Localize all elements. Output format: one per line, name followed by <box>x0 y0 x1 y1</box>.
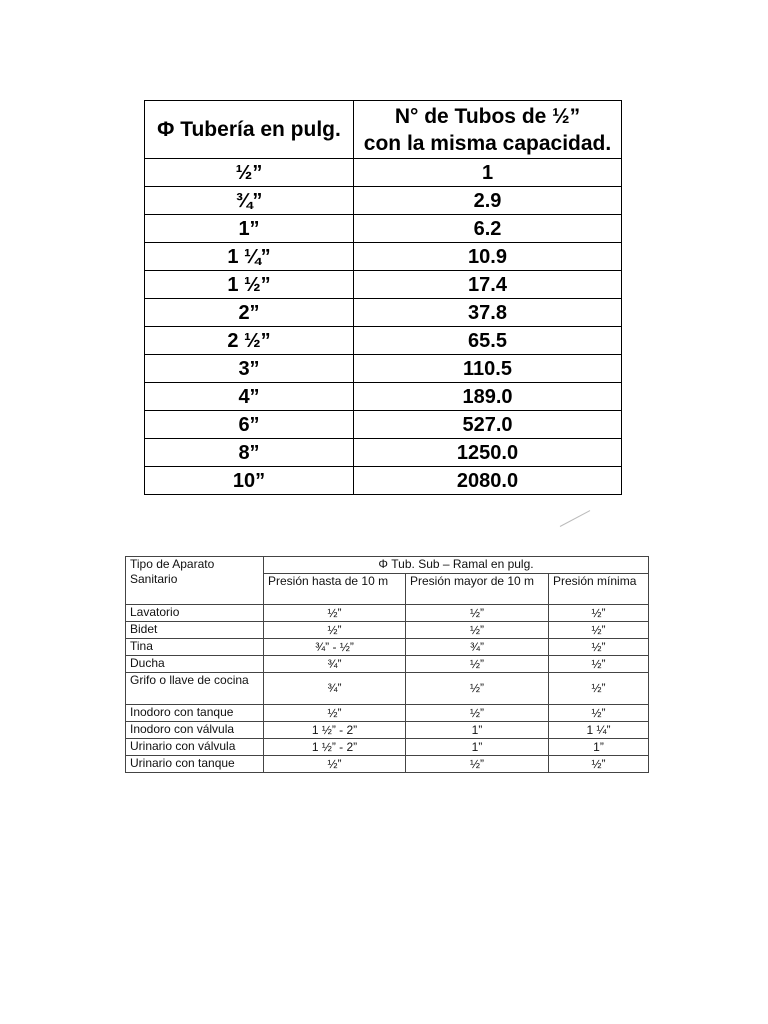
value-cell: ¾” - ½” <box>264 639 406 656</box>
value-cell: ½” <box>406 705 549 722</box>
header-fixture-type <box>126 557 264 605</box>
value-cell: ½” <box>406 656 549 673</box>
header-pipe-diameter: Φ Tubería en pulg. <box>145 101 354 159</box>
value-cell: ½” <box>406 622 549 639</box>
value-cell: ½” <box>264 756 406 773</box>
value-cell: ½” <box>549 622 649 639</box>
table-row <box>145 327 622 355</box>
pipe-size-cell: 1” <box>145 215 354 243</box>
table-row <box>126 673 649 705</box>
fixture-cell: Lavatorio <box>126 605 264 622</box>
table-row <box>145 383 622 411</box>
value-cell: 1” <box>549 739 649 756</box>
value-cell: ½” <box>264 605 406 622</box>
value-cell: ½” <box>549 656 649 673</box>
pipe-size-cell: 2” <box>145 299 354 327</box>
table-row <box>145 439 622 467</box>
fixture-cell: Bidet <box>126 622 264 639</box>
value-cell: ½” <box>549 705 649 722</box>
tube-count-cell: 189.0 <box>354 383 622 411</box>
header-tube-count-line1: N° de Tubos de ½” <box>394 104 581 128</box>
table-row <box>145 355 622 383</box>
fixture-cell: Inodoro con tanque <box>126 705 264 722</box>
pipe-capacity-table <box>144 100 622 495</box>
fixture-cell: Urinario con tanque <box>126 756 264 773</box>
tube-count-cell: 1250.0 <box>354 439 622 467</box>
value-cell: ½” <box>549 673 649 705</box>
tube-count-cell: 6.2 <box>354 215 622 243</box>
tube-count-cell: 527.0 <box>354 411 622 439</box>
value-cell: ½” <box>406 756 549 773</box>
tube-count-cell: 65.5 <box>354 327 622 355</box>
subheader-pressure-up-to-10: Presión hasta de 10 m <box>264 574 406 605</box>
table-row <box>126 605 649 622</box>
value-cell: 1 ½” - 2” <box>264 739 406 756</box>
value-cell: ¾” <box>406 639 549 656</box>
value-cell: ½” <box>406 673 549 705</box>
fixture-cell: Tina <box>126 639 264 656</box>
value-cell: ¾” <box>264 673 406 705</box>
table-row <box>126 722 649 739</box>
value-cell: ½” <box>406 605 549 622</box>
tube-count-cell: 110.5 <box>354 355 622 383</box>
fixture-cell: Inodoro con válvula <box>126 722 264 739</box>
table-row <box>145 411 622 439</box>
table-row <box>145 243 622 271</box>
table-row <box>145 159 622 187</box>
pipe-size-cell: 6” <box>145 411 354 439</box>
pipe-size-cell: 3” <box>145 355 354 383</box>
value-cell: 1 ¼” <box>549 722 649 739</box>
table-row <box>145 467 622 495</box>
table-row <box>145 271 622 299</box>
value-cell: ½” <box>264 705 406 722</box>
table-row <box>145 187 622 215</box>
header-tube-count <box>354 101 622 159</box>
header-fixture-type-line1: Tipo de Aparato <box>130 557 215 571</box>
table-row <box>145 215 622 243</box>
tube-count-cell: 10.9 <box>354 243 622 271</box>
tube-count-cell: 1 <box>354 159 622 187</box>
pipe-size-cell: ¾” <box>145 187 354 215</box>
value-cell: ½” <box>549 639 649 656</box>
table-header-row <box>126 557 649 574</box>
table-row <box>126 656 649 673</box>
pipe-size-cell: ½” <box>145 159 354 187</box>
table-row <box>126 705 649 722</box>
fixture-cell: Urinario con válvula <box>126 739 264 756</box>
tube-count-cell: 2.9 <box>354 187 622 215</box>
header-tube-count-line2: con la misma capacidad. <box>363 131 612 155</box>
pipe-size-cell: 1 ¼” <box>145 243 354 271</box>
tube-count-cell: 17.4 <box>354 271 622 299</box>
header-branch-diameter: Φ Tub. Sub – Ramal en pulg. <box>264 557 649 574</box>
table-row <box>145 299 622 327</box>
tube-count-cell: 37.8 <box>354 299 622 327</box>
pipe-size-cell: 8” <box>145 439 354 467</box>
value-cell: 1” <box>406 739 549 756</box>
fixture-branch-table <box>125 556 649 773</box>
pipe-size-cell: 2 ½” <box>145 327 354 355</box>
tube-count-cell: 2080.0 <box>354 467 622 495</box>
value-cell: ½” <box>264 622 406 639</box>
value-cell: ¾” <box>264 656 406 673</box>
header-fixture-type-line2: Sanitario <box>130 572 178 586</box>
subheader-minimum-pressure: Presión mínima <box>549 574 649 605</box>
pipe-size-cell: 1 ½” <box>145 271 354 299</box>
value-cell: 1 ½” - 2” <box>264 722 406 739</box>
pipe-size-cell: 4” <box>145 383 354 411</box>
stray-pen-mark <box>560 510 590 527</box>
table-header-row <box>145 101 622 159</box>
value-cell: ½” <box>549 756 649 773</box>
table-row <box>126 622 649 639</box>
value-cell: ½” <box>549 605 649 622</box>
table-row <box>126 756 649 773</box>
table-row <box>126 739 649 756</box>
pipe-size-cell: 10” <box>145 467 354 495</box>
value-cell: 1” <box>406 722 549 739</box>
table-row <box>126 639 649 656</box>
fixture-cell: Ducha <box>126 656 264 673</box>
subheader-pressure-over-10: Presión mayor de 10 m <box>406 574 549 605</box>
fixture-cell: Grifo o llave de cocina <box>126 673 264 705</box>
